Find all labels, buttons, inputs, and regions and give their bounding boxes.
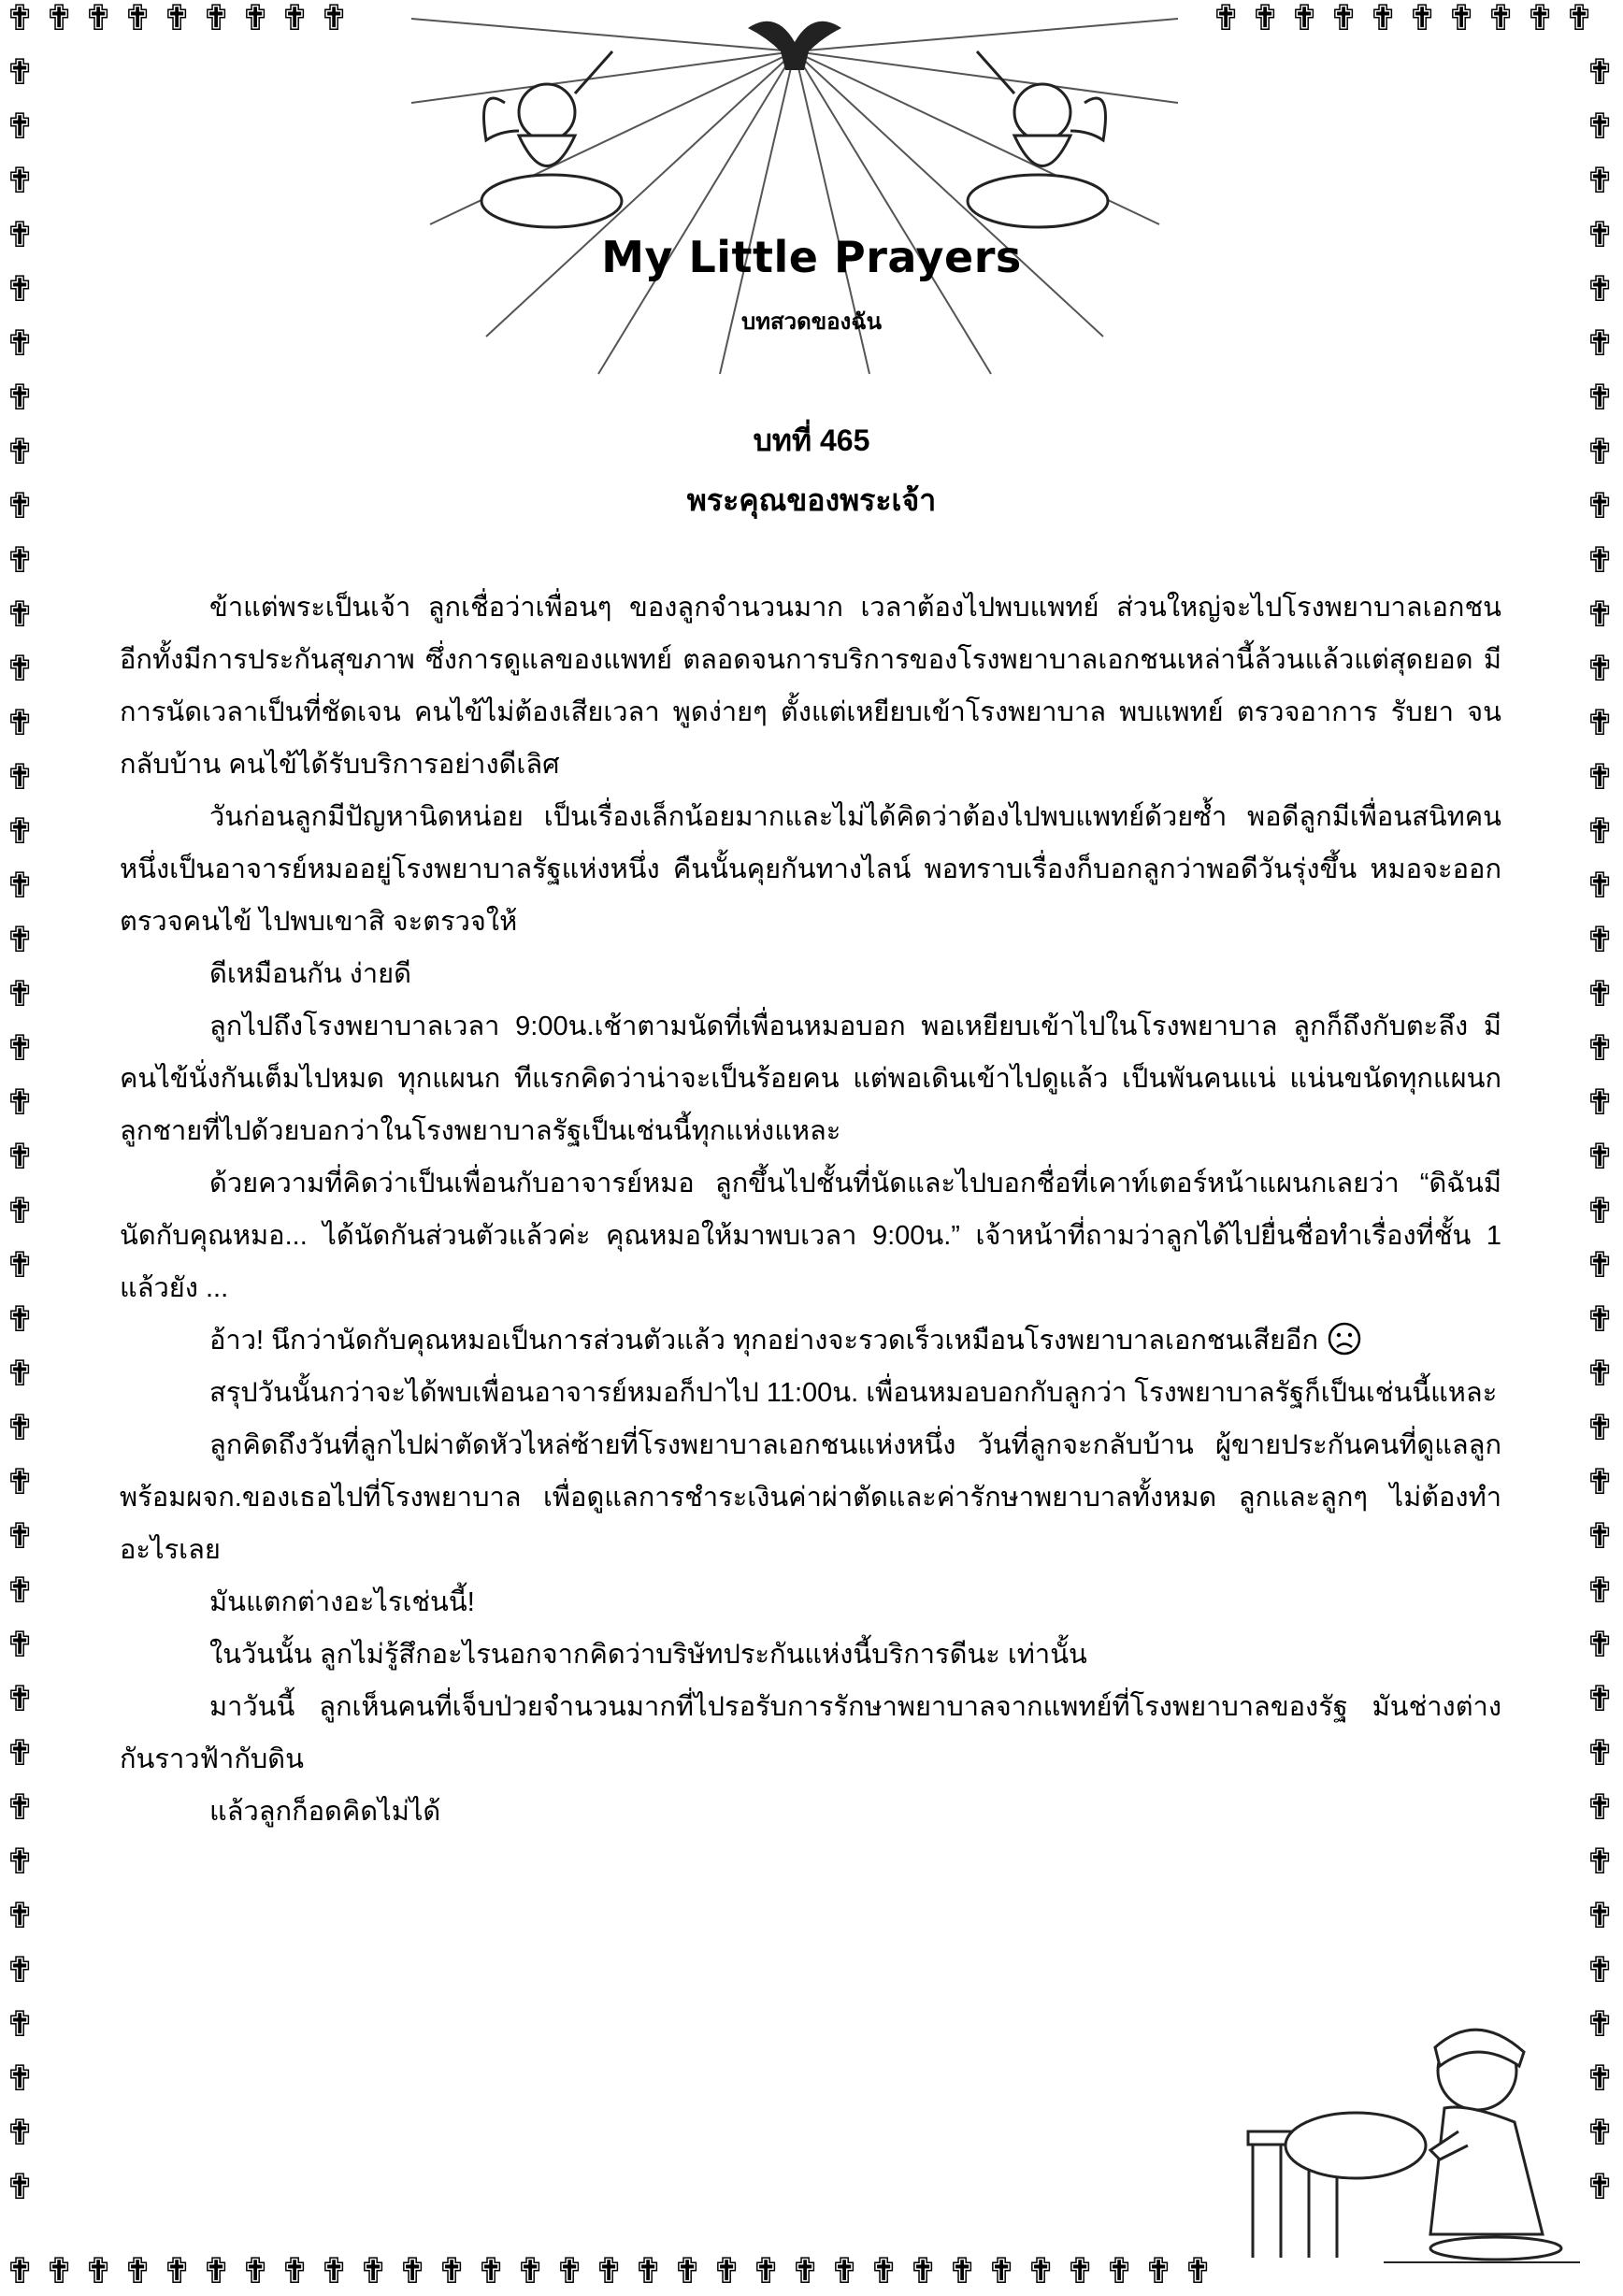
cross-icon: ✟ (790, 2250, 820, 2291)
cross-icon: ✟ (240, 0, 270, 38)
cross-icon: ✟ (1585, 919, 1615, 960)
cross-icon: ✟ (1585, 2112, 1615, 2153)
cross-icon: ✟ (1183, 2250, 1213, 2291)
cross-icon: ✟ (1585, 702, 1615, 743)
cross-icon: ✟ (1585, 1841, 1615, 1882)
cross-border-right (1580, 51, 1619, 2223)
header-subtitle: บทสวดของฉัน (740, 309, 883, 335)
cross-icon: ✟ (122, 0, 152, 38)
cross-icon: ✟ (1585, 1895, 1615, 1936)
cross-icon: ✟ (711, 2250, 741, 2291)
cross-icon: ✟ (201, 2250, 231, 2291)
cross-icon: ✟ (1446, 0, 1476, 38)
cross-icon: ✟ (397, 2250, 427, 2291)
cross-icon: ✟ (1585, 539, 1615, 581)
cross-icon: ✟ (122, 2250, 152, 2291)
cross-icon: ✟ (437, 2250, 467, 2291)
cross-icon: ✟ (1250, 0, 1280, 38)
cross-icon: ✟ (1211, 0, 1241, 38)
cross-icon: ✟ (5, 1136, 35, 1177)
cross-icon: ✟ (1143, 2250, 1173, 2291)
cross-icon: ✟ (986, 2250, 1016, 2291)
cross-icon: ✟ (1585, 865, 1615, 906)
paragraph: ดีเหมือนกัน ง่ายดี (209, 959, 411, 989)
cross-icon: ✟ (5, 1353, 35, 1394)
cross-icon: ✟ (319, 0, 349, 38)
cross-icon: ✟ (5, 323, 35, 364)
cross-icon: ✟ (5, 106, 35, 147)
cross-icon: ✟ (1065, 2250, 1095, 2291)
cross-icon: ✟ (5, 539, 35, 581)
cross-border-bottom (0, 2250, 1217, 2292)
cross-icon: ✟ (5, 648, 35, 689)
cross-icon: ✟ (1585, 268, 1615, 309)
cross-icon: ✟ (1104, 2250, 1134, 2291)
paragraph: สรุปวันนั้นกว่าจะได้พบเพื่อนอาจารย์หมอก็ปาไป 11:00น. เพื่อนหมอบอกกับลูกว่า โรงพยาบาลรัฐก็เป็นเช่นนี้แหละ (209, 1378, 1498, 1408)
cross-icon: ✟ (554, 2250, 584, 2291)
header-title: My Little Prayers (601, 232, 1022, 282)
cross-icon: ✟ (162, 0, 192, 38)
cross-icon: ✟ (5, 1515, 35, 1557)
cross-icon: ✟ (5, 1461, 35, 1502)
cross-icon: ✟ (594, 2250, 624, 2291)
dove-icon (748, 22, 841, 70)
cross-icon: ✟ (1026, 2250, 1056, 2291)
cross-icon: ✟ (1585, 1949, 1615, 1990)
cross-icon: ✟ (5, 1244, 35, 1285)
cross-icon: ✟ (1585, 2003, 1615, 2045)
cross-icon: ✟ (5, 756, 35, 797)
cross-icon: ✟ (5, 431, 35, 472)
cross-icon: ✟ (1564, 0, 1594, 38)
cross-icon: ✟ (1585, 323, 1615, 364)
cross-icon: ✟ (1585, 1027, 1615, 1069)
cross-icon: ✟ (83, 2250, 113, 2291)
cross-icon: ✟ (358, 2250, 388, 2291)
cross-icon: ✟ (5, 973, 35, 1014)
cross-icon: ✟ (1486, 0, 1515, 38)
cross-icon: ✟ (5, 1895, 35, 1936)
cross-icon: ✟ (83, 0, 113, 38)
cross-icon: ✟ (5, 51, 35, 93)
cross-icon: ✟ (5, 1949, 35, 1990)
cross-icon: ✟ (1368, 0, 1398, 38)
cross-icon: ✟ (5, 0, 35, 38)
cross-icon: ✟ (5, 919, 35, 960)
cross-icon: ✟ (1585, 756, 1615, 797)
cross-icon: ✟ (5, 1841, 35, 1882)
paragraph: ข้าแต่พระเป็นเจ้า ลูกเชื่อว่าเพื่อนๆ ของลูกจำนวนมาก เวลาต้องไปพบแพทย์ ส่วนใหญ่จะไปโรงพยาบาลเอกชน อีกทั้งมีการประกันสุขภาพ ซึ่งการดูแลของแพทย์ ตลอดจนการบริการของโรงพยาบาลเอกชนเหล่านี้ล้วนแล้วแต่สุดยอด มีการนัดเวลาเป็นที่ชัดเจน คนไข้ไม่ต้องเสียเวลา พูดง่ายๆ ตั้งแต่เหยียบเข้าโรงพยาบาล พบแพทย์ ตรวจอาการ รับยา จนกลับบ้าน คนไข้ได้รับบริการอย่างดีเลิศ (120, 593, 1501, 780)
cross-icon: ✟ (1585, 1787, 1615, 1828)
cross-icon: ✟ (5, 1299, 35, 1340)
cross-icon: ✟ (1585, 2058, 1615, 2099)
cross-border-top-right (1206, 0, 1599, 39)
paragraph-with-emoticon (120, 1314, 1501, 1367)
cross-icon: ✟ (5, 2058, 35, 2099)
cross-icon: ✟ (1585, 1570, 1615, 1611)
cross-icon: ✟ (162, 2250, 192, 2291)
cross-icon: ✟ (1525, 0, 1555, 38)
cross-icon: ✟ (515, 2250, 545, 2291)
cross-icon: ✟ (5, 377, 35, 418)
cross-icon: ✟ (5, 2003, 35, 2045)
paragraph: ในวันนั้น ลูกไม่รู้สึกอะไรนอกจากคิดว่าบริษัทประกันแห่งนี้บริการดีนะ เท่านั้น (209, 1640, 1087, 1670)
cross-icon: ✟ (5, 811, 35, 852)
praying-child-icon (1243, 1991, 1580, 2272)
cross-icon: ✟ (44, 0, 74, 38)
cross-icon: ✟ (5, 268, 35, 309)
cross-border-top-left (0, 0, 353, 39)
cross-icon: ✟ (1585, 1732, 1615, 1773)
cross-icon: ✟ (829, 2250, 859, 2291)
cross-icon: ✟ (1585, 214, 1615, 255)
cross-icon: ✟ (1585, 1082, 1615, 1123)
cross-icon: ✟ (5, 1570, 35, 1611)
cross-icon: ✟ (280, 2250, 309, 2291)
cross-icon: ✟ (1585, 2166, 1615, 2207)
cross-icon: ✟ (5, 2112, 35, 2153)
cross-icon: ✟ (1585, 431, 1615, 472)
cross-icon: ✟ (1585, 1190, 1615, 1231)
body-text (120, 581, 1501, 1838)
cross-icon: ✟ (5, 1407, 35, 1448)
cross-icon: ✟ (1585, 1407, 1615, 1448)
cross-icon: ✟ (1585, 1624, 1615, 1665)
paragraph: มันแตกต่างอะไรเช่นนี้! (209, 1587, 475, 1617)
cross-icon: ✟ (1585, 1136, 1615, 1177)
praying-child-illustration (1243, 1991, 1580, 2272)
cross-icon: ✟ (201, 0, 231, 38)
paragraph: แล้วลูกก็อดคิดไม่ได้ (209, 1797, 441, 1827)
cross-icon: ✟ (1585, 973, 1615, 1014)
cross-icon: ✟ (5, 160, 35, 201)
cross-icon: ✟ (44, 2250, 74, 2291)
cross-icon: ✟ (633, 2250, 663, 2291)
chapter-title: พระคุณของพระเจ้า (686, 483, 937, 517)
chapter-number: บทที่ 465 (753, 423, 870, 457)
cross-icon: ✟ (5, 1732, 35, 1773)
paragraph: ด้วยความที่คิดว่าเป็นเพื่อนกับอาจารย์หมอ ลูกขึ้นไปชั้นที่นัดและไปบอกชื่อที่เคาท์เตอร์หน้าแผนกเลยว่า “ดิฉันมีนัดกับคุณหมอ... ได้นัดกันส่วนตัวแล้วค่ะ คุณหมอให้มาพบเวลา 9:00น.” เจ้าหน้าที่ถามว่าลูกได้ไปยื่นชื่อทำเรื่องที่ชั้น 1 แล้วยัง ... (120, 1169, 1501, 1303)
cross-icon: ✟ (280, 0, 309, 38)
cross-icon: ✟ (5, 1624, 35, 1665)
cross-icon: ✟ (1329, 0, 1358, 38)
cross-icon: ✟ (1585, 1515, 1615, 1557)
cross-icon: ✟ (5, 594, 35, 635)
paragraph: ลูกไปถึงโรงพยาบาลเวลา 9:00น.เช้าตามนัดที่เพื่อนหมอบอก พอเหยียบเข้าไปในโรงพยาบาล ลูกก็ถึงกับตะลึง มีคนไข้นั่งกันเต็มไปหมด ทุกแผนก ทีแรกคิดว่าน่าจะเป็นร้อยคน แต่พอเดินเข้าไปดูแล้ว เป็นพันคนแน่ แน่นขนัดทุกแผนก ลูกชายที่ไปด้วยบอกว่าในโรงพยาบาลรัฐเป็นเช่นนี้ทุกแห่งแหละ (120, 1012, 1501, 1146)
cross-icon: ✟ (5, 865, 35, 906)
cross-icon: ✟ (1585, 106, 1615, 147)
paragraph: มาวันนี้ ลูกเห็นคนที่เจ็บป่วยจำนวนมากที่ไปรอรับการรักษาพยาบาลจากแพทย์ที่โรงพยาบาลของรัฐ มันช่างต่างกันราวฟ้ากับดิน (120, 1692, 1501, 1774)
cross-icon: ✟ (5, 214, 35, 255)
cross-icon: ✟ (1585, 160, 1615, 201)
cross-icon: ✟ (1289, 0, 1319, 38)
cross-icon: ✟ (869, 2250, 898, 2291)
cross-icon: ✟ (5, 485, 35, 526)
cross-icon: ✟ (476, 2250, 506, 2291)
cross-icon: ✟ (1585, 51, 1615, 93)
cross-icon: ✟ (5, 1787, 35, 1828)
cross-icon: ✟ (947, 2250, 977, 2291)
cross-icon: ✟ (1585, 648, 1615, 689)
cross-icon: ✟ (5, 1678, 35, 1719)
cross-icon: ✟ (5, 1190, 35, 1231)
cross-icon: ✟ (1585, 1461, 1615, 1502)
cross-icon: ✟ (5, 2166, 35, 2207)
cross-icon: ✟ (319, 2250, 349, 2291)
cross-icon: ✟ (1585, 485, 1615, 526)
cross-icon: ✟ (5, 702, 35, 743)
cross-icon: ✟ (1585, 1678, 1615, 1719)
cross-icon: ✟ (1585, 377, 1615, 418)
paragraph: อ้าว! นึกว่านัดกับคุณหมอเป็นการส่วนตัวแล้ว ทุกอย่างจะรวดเร็วเหมือนโรงพยาบาลเอกชนเสียอีก (209, 1326, 1319, 1356)
cross-icon: ✟ (908, 2250, 938, 2291)
cross-icon: ✟ (1585, 594, 1615, 635)
cross-icon: ✟ (240, 2250, 270, 2291)
cross-icon: ✟ (5, 1082, 35, 1123)
cross-icon: ✟ (5, 2250, 35, 2291)
cross-icon: ✟ (751, 2250, 781, 2291)
paragraph: วันก่อนลูกมีปัญหานิดหน่อย เป็นเรื่องเล็กน้อยมากและไม่ได้คิดว่าต้องไปพบแพทย์ด้วยซ้ำ พอดีลูกมีเพื่อนสนิทคนหนึ่งเป็นอาจารย์หมออยู่โรงพยาบาลรัฐแห่งหนึ่ง คืนนั้นคุยกันทางไลน์ พอทราบเรื่องก็บอกลูกว่าพอดีวันรุ่งขึ้น หมอจะออกตรวจคนไข้ ไปพบเขาสิ จะตรวจให้ (120, 802, 1501, 937)
cross-icon: ✟ (1585, 1299, 1615, 1340)
cross-icon: ✟ (1407, 0, 1437, 38)
paragraph: ลูกคิดถึงวันที่ลูกไปผ่าตัดหัวไหล่ซ้ายที่โรงพยาบาลเอกชนแห่งหนึ่ง วันที่ลูกจะกลับบ้าน ผู้ขายประกันคนที่ดูแลลูกพร้อมผจก.ของเธอไปที่โรงพยาบาล เพื่อดูแลการชำระเงินค่าผ่าตัดและค่ารักษาพยาบาลทั้งหมด ลูกและลูกๆ ไม่ต้องทำอะไรเลย (120, 1430, 1501, 1565)
cross-icon: ✟ (1585, 811, 1615, 852)
cross-icon: ✟ (1585, 1244, 1615, 1285)
cross-border-left (0, 51, 39, 2223)
cross-icon: ✟ (1585, 1353, 1615, 1394)
sad-face-icon (1328, 1322, 1361, 1356)
cross-icon: ✟ (5, 1027, 35, 1069)
cross-icon: ✟ (672, 2250, 702, 2291)
